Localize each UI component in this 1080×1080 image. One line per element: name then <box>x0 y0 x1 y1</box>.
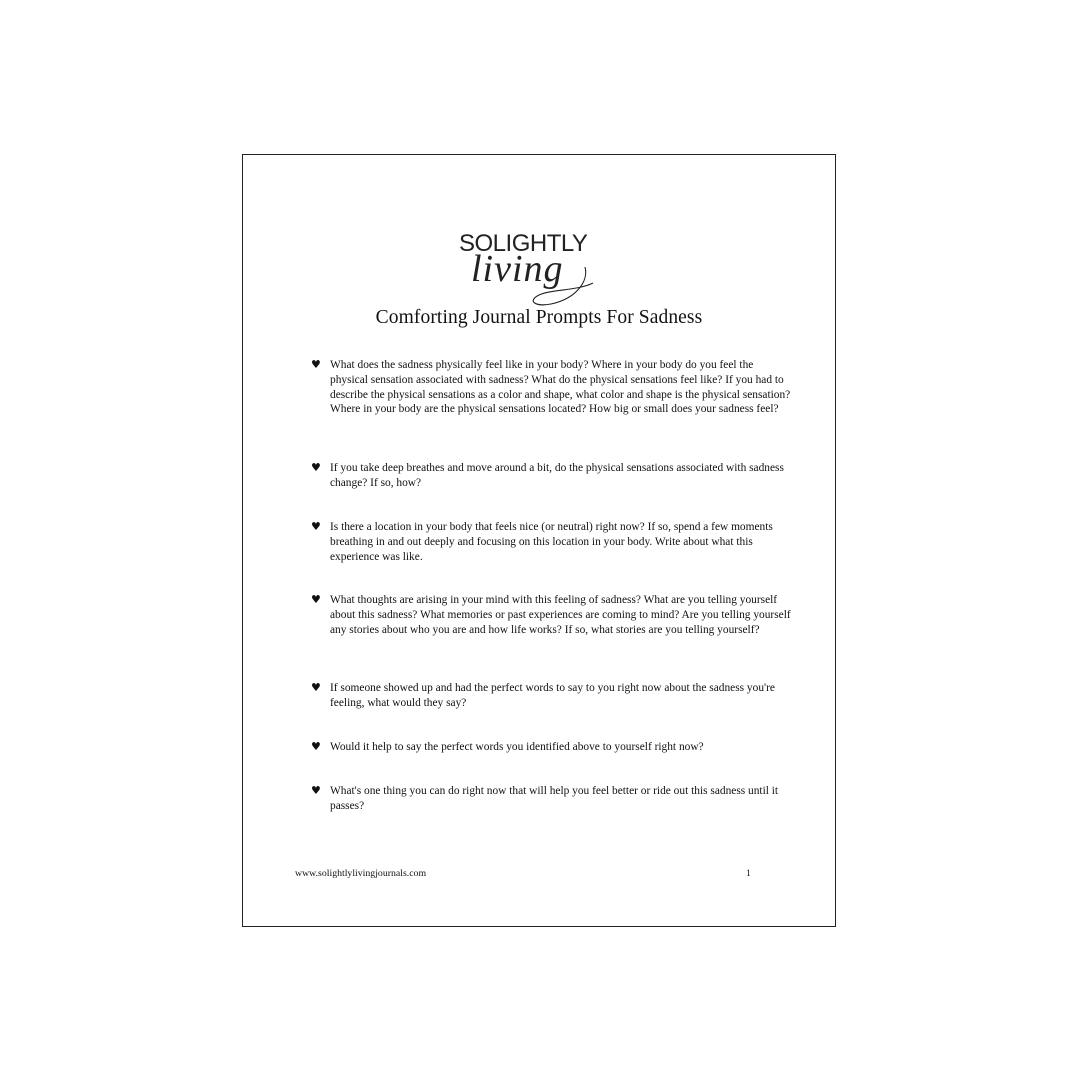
prompt-text: If someone showed up and had the perfect words to say to you right now about the sadness you're feeling, what would they say? <box>330 682 775 709</box>
journal-page <box>242 154 836 927</box>
heart-bullet-icon: ♥ <box>311 593 321 606</box>
footer-url: www.solightlylivingjournals.com <box>295 868 427 879</box>
logo-script: living <box>471 248 564 290</box>
prompt-text: What does the sadness physically feel like in your body? Where in your body do you feel the physical sensation associated with sadness? What do the physical sensations feel like? If you had to describe the physical sensations as a color and shape, what color and shape is the physical sensation? Where in your body are the physical sensations located? How big or small does your sadness feel? <box>330 359 791 416</box>
prompt-text: What thoughts are arising in your mind with this feeling of sadness? What are you telling yourself about this sadness? What memories or past experiences are coming to mind? Are you telling yourself any stories about who you are and how life works? If so, what stories are you telling yourself? <box>330 594 791 636</box>
heart-bullet-icon: ♥ <box>311 520 321 533</box>
heart-bullet-icon: ♥ <box>311 784 321 797</box>
brand-logo <box>457 227 627 311</box>
heart-bullet-icon: ♥ <box>311 740 321 753</box>
heart-bullet-icon: ♥ <box>311 461 321 474</box>
page-number: 1 <box>746 869 751 879</box>
page-title: Comforting Journal Prompts For Sadness <box>375 307 703 328</box>
prompt-text: What's one thing you can do right now that will help you feel better or ride out this sadness until it passes? <box>330 785 779 812</box>
heart-bullet-icon: ♥ <box>311 681 321 694</box>
prompt-text: Is there a location in your body that feels nice (or neutral) right now? If so, spend a few moments breathing in and out deeply and focusing on this location in your body. Write about what this experience was like. <box>330 521 773 563</box>
prompt-text: If you take deep breathes and move around a bit, do the physical sensations associated with sadness change? If so, how? <box>330 462 784 489</box>
logo-wordmark: SOLIGHTLY <box>459 230 588 257</box>
heart-bullet-icon: ♥ <box>311 358 321 371</box>
prompt-text: Would it help to say the perfect words you identified above to yourself right now? <box>330 741 704 753</box>
